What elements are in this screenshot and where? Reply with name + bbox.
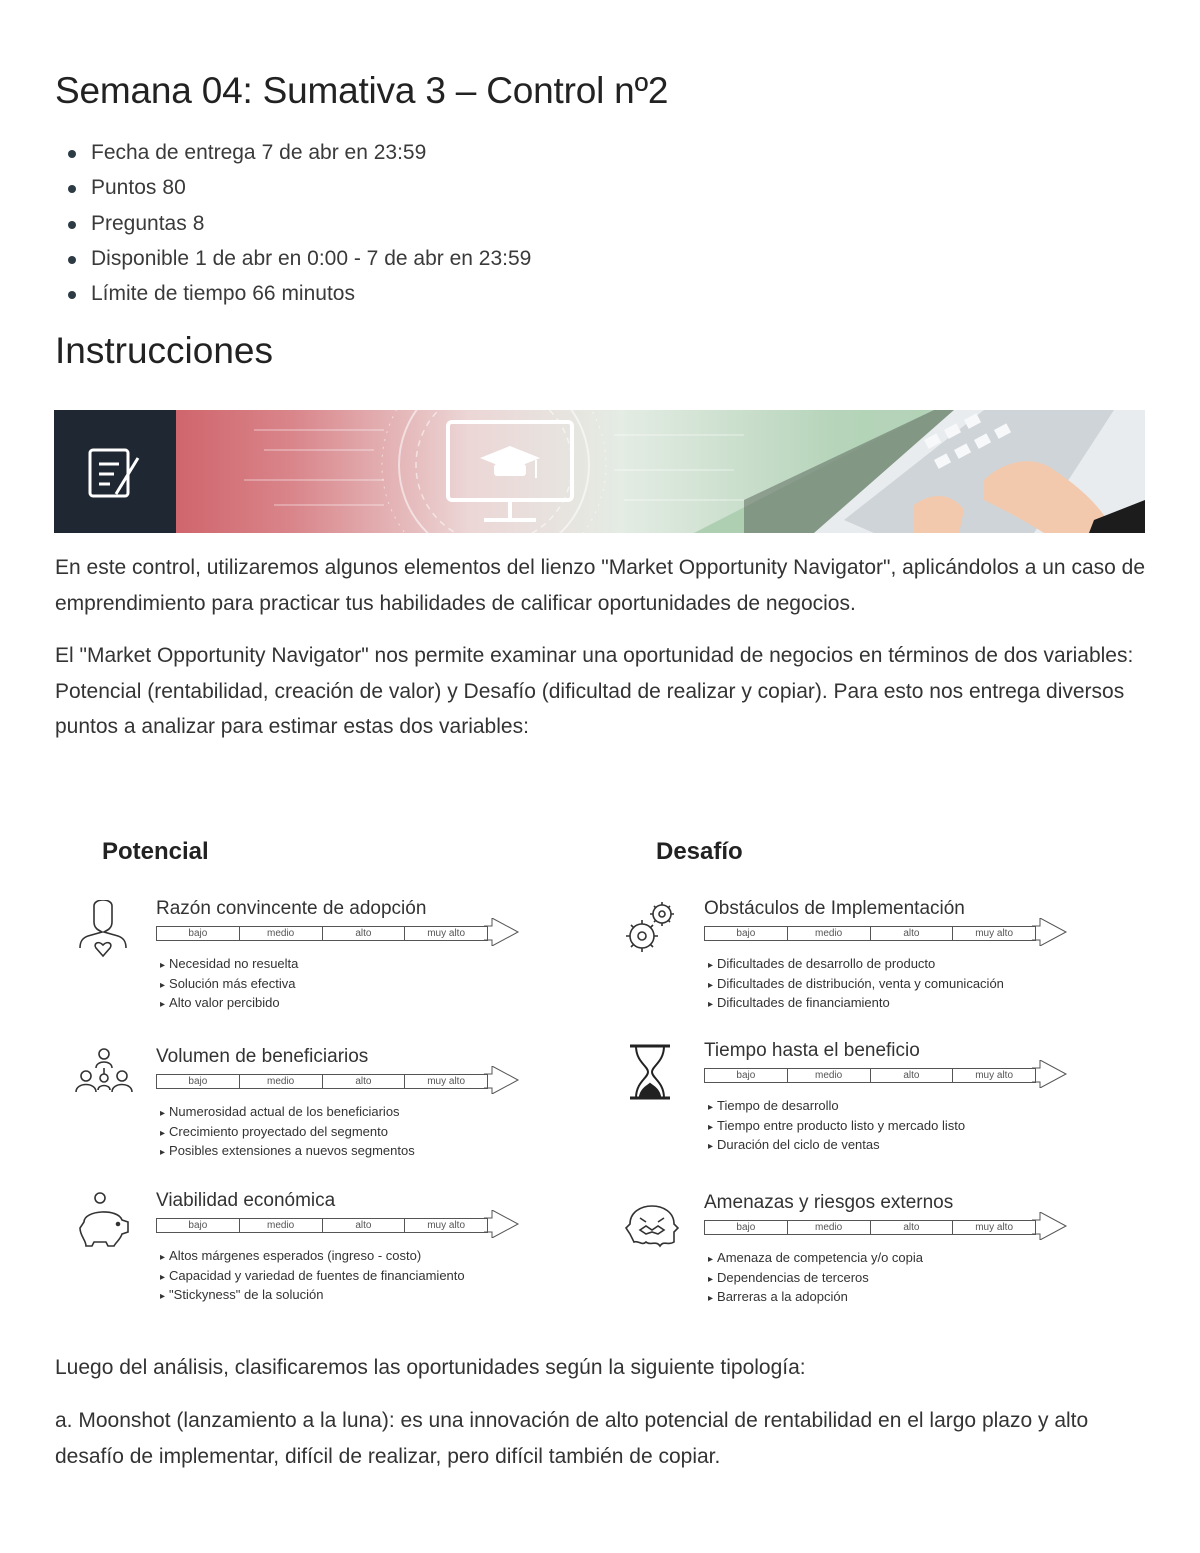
scale-label: alto (871, 927, 954, 940)
bullet-item: ▸ Tiempo entre producto listo y mercado listo (708, 1116, 965, 1136)
detail-label: Preguntas (91, 211, 187, 235)
bullet-item: ▸ Dependencias de terceros (708, 1268, 923, 1288)
item-name: Tiempo hasta el beneficio (704, 1040, 920, 1061)
scale-label: muy alto (427, 928, 466, 939)
bullet-item: ▸ Crecimiento proyectado del segmento (160, 1122, 415, 1142)
scale-label: alto (323, 927, 406, 940)
scale-label: bajo (157, 1075, 240, 1088)
bullet-item: ▸ Amenaza de competencia y/o copia (708, 1248, 923, 1268)
potencial-item-viabilidad (74, 1192, 534, 1322)
scale-label: alto (323, 1219, 406, 1232)
bullet-item: ▸ Duración del ciclo de ventas (708, 1135, 965, 1155)
detail-available (55, 244, 531, 279)
paragraph-typology: Luego del análisis, clasificaremos las oportunidades según la siguiente tipología: (55, 1356, 806, 1379)
bullet-item: ▸ Tiempo de desarrollo (708, 1096, 965, 1116)
scale-bar (156, 1072, 556, 1098)
item-name: Obstáculos de Implementación (704, 898, 965, 919)
item-name: Viabilidad económica (156, 1190, 336, 1211)
scale-label: bajo (705, 927, 788, 940)
detail-value: 1 de abr en 0:00 - 7 de abr en 23:59 (195, 246, 532, 270)
scale-label: medio (788, 1221, 871, 1234)
bullet-item: ▸ Dificultades de desarrollo de producto (708, 954, 1004, 974)
scale-label: alto (323, 1075, 406, 1088)
person-heart-icon (74, 900, 134, 964)
detail-points (55, 173, 531, 208)
desafio-item-tiempo (622, 1042, 1082, 1172)
instructions-heading: Instrucciones (55, 330, 273, 371)
item-name: Amenazas y riesgos externos (704, 1192, 954, 1213)
bullet-item: ▸ Solución más efectiva (160, 974, 298, 994)
detail-value: 80 (162, 176, 186, 200)
detail-label: Fecha de entrega (91, 141, 256, 164)
scale-label: muy alto (427, 1220, 466, 1231)
bullet-item: ▸ "Stickyness" de la solución (160, 1285, 465, 1305)
people-network-icon (74, 1048, 134, 1112)
hourglass-icon (622, 1042, 682, 1106)
item-name: Volumen de beneficiarios (156, 1046, 369, 1067)
scale-label: muy alto (975, 1070, 1014, 1081)
bullet-item: ▸ Dificultades de financiamiento (708, 993, 1004, 1013)
detail-label: Disponible (91, 246, 190, 270)
detail-value: 66 minutos (252, 282, 355, 306)
scale-bar (156, 924, 556, 950)
scale-bar (704, 924, 1104, 950)
item-bullets (708, 954, 1004, 1013)
arrow-right-icon (484, 1066, 520, 1094)
item-bullets (708, 1096, 965, 1155)
scale-label: medio (788, 1069, 871, 1082)
paragraph-intro: En este control, utilizaremos algunos elementos del lienzo "Market Opportunity Navigator", aplicándolos a un caso de emprendimiento para practicar tus habilidades de calificar oportunidades de negocios. (55, 556, 1146, 615)
arrow-right-icon (1032, 918, 1068, 946)
scale-label: alto (871, 1221, 954, 1234)
ghost-icon (622, 1194, 682, 1258)
item-name: Razón convincente de adopción (156, 898, 427, 919)
scale-bar (704, 1218, 1104, 1244)
paragraph-navigator: El "Market Opportunity Navigator" nos permite examinar una oportunidad de negocios en términos de dos variables: Potencial (rentabilidad, creación de valor) y Desafío (dificultad de realizar y copiar). Para esto nos entrega diversos puntos a analizar para estimar estas dos variables: (55, 644, 1134, 738)
piggy-bank-icon (74, 1192, 134, 1256)
scale-bar (156, 1216, 556, 1242)
desafio-title: Desafío (656, 838, 743, 865)
detail-questions (55, 209, 531, 244)
banner-image (54, 410, 1145, 533)
item-bullets (160, 954, 298, 1013)
detail-due-date (55, 138, 531, 173)
potencial-title: Potencial (102, 838, 209, 865)
navigator-figure (60, 830, 1100, 1310)
arrow-right-icon (1032, 1212, 1068, 1240)
item-bullets (160, 1246, 465, 1305)
detail-time-limit (55, 279, 531, 314)
scale-label: bajo (705, 1069, 788, 1082)
detail-label: Puntos (91, 176, 157, 200)
bullet-item: ▸ Necesidad no resuelta (160, 954, 298, 974)
scale-label: muy alto (975, 1222, 1014, 1233)
arrow-right-icon (1032, 1060, 1068, 1088)
detail-value: 8 (192, 211, 205, 235)
page-title: Semana 04: Sumativa 3 – Control nº2 (55, 70, 669, 111)
scale-label: alto (871, 1069, 954, 1082)
bullet-item: ▸ Posibles extensiones a nuevos segmentos (160, 1141, 415, 1161)
detail-label: Límite de tiempo (91, 282, 247, 306)
scale-label: bajo (705, 1221, 788, 1234)
item-bullets (708, 1248, 923, 1307)
scale-label: muy alto (975, 928, 1014, 939)
scale-label: medio (788, 927, 871, 940)
scale-label: bajo (157, 1219, 240, 1232)
potencial-item-adopcion (74, 900, 534, 1030)
desafio-item-obstaculos (622, 900, 1082, 1030)
scale-label: muy alto (427, 1076, 466, 1087)
bullet-item: ▸ Barreras a la adopción (708, 1287, 923, 1307)
scale-bar (704, 1066, 1104, 1092)
arrow-right-icon (484, 918, 520, 946)
gears-icon (622, 900, 682, 964)
bullet-item: ▸ Numerosidad actual de los beneficiarios (160, 1102, 415, 1122)
desafio-item-amenazas (622, 1194, 1082, 1324)
scale-label: bajo (157, 927, 240, 940)
bullet-item: ▸ Alto valor percibido (160, 993, 298, 1013)
bullet-item: ▸ Altos márgenes esperados (ingreso - costo) (160, 1246, 465, 1266)
scale-label: medio (240, 1219, 323, 1232)
detail-value: 7 de abr en 23:59 (261, 141, 427, 164)
scale-label: medio (240, 927, 323, 940)
bullet-item: ▸ Capacidad y variedad de fuentes de financiamiento (160, 1266, 465, 1286)
potencial-item-volumen (74, 1048, 534, 1178)
scale-label: medio (240, 1075, 323, 1088)
bullet-item: ▸ Dificultades de distribución, venta y comunicación (708, 974, 1004, 994)
arrow-right-icon (484, 1210, 520, 1238)
paragraph-moonshot: a. Moonshot (lanzamiento a la luna): es una innovación de alto potencial de rentabilidad en el largo plazo y alto desafío de implementar, difícil de realizar, pero difícil también de copiar. (55, 1409, 1089, 1468)
item-bullets (160, 1102, 415, 1161)
assignment-details (55, 138, 531, 314)
